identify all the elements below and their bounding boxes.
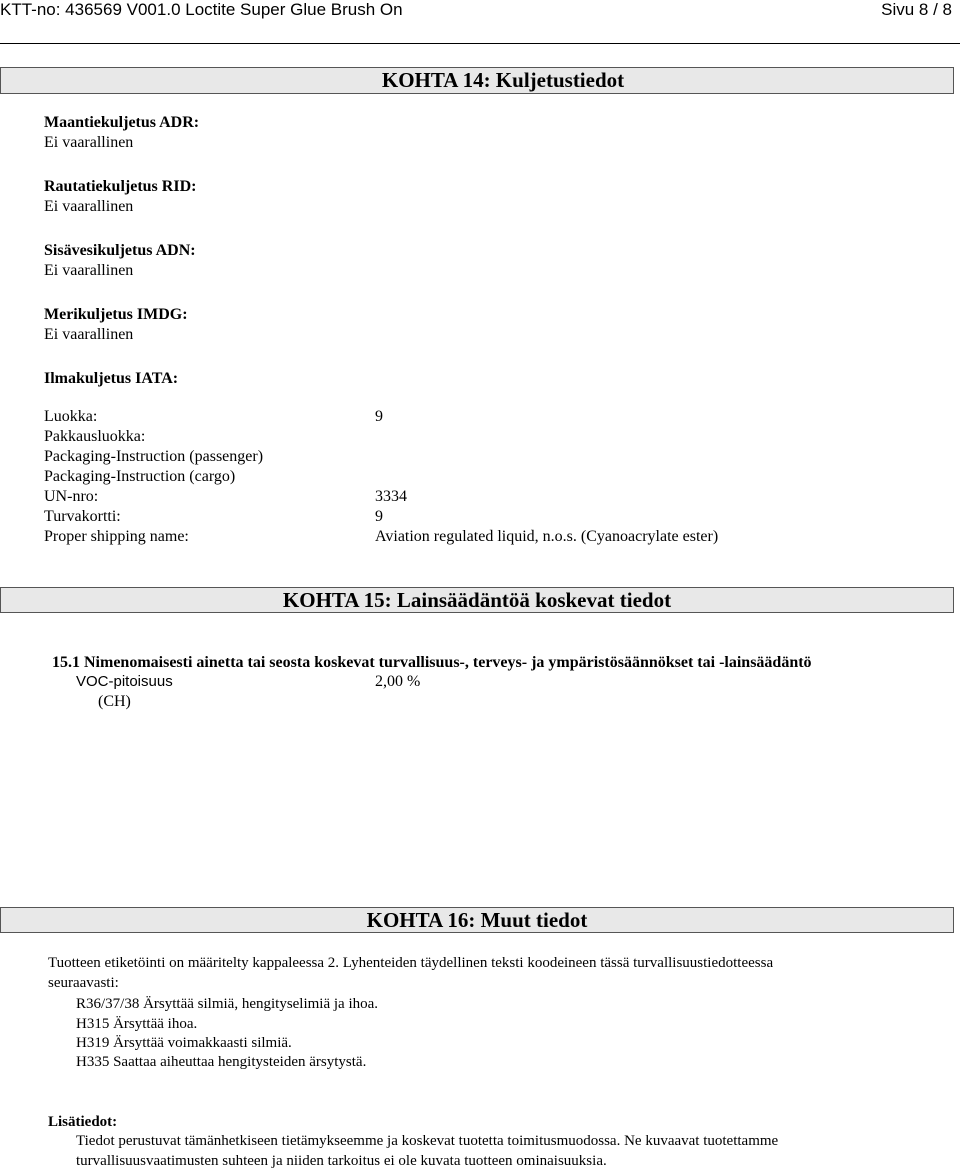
imdg-value: Ei vaarallinen [44, 326, 134, 343]
section-15-heading: KOHTA 15: Lainsäädäntöä koskevat tiedot [0, 587, 954, 613]
iata-row-label: Luokka: [44, 408, 98, 425]
code-item: H319 Ärsyttää voimakkaasti silmiä. [76, 1035, 292, 1051]
iata-row-value: 3334 [375, 488, 407, 505]
imdg-label: Merikuljetus IMDG: [44, 306, 188, 323]
iata-row-label: Pakkausluokka: [44, 428, 146, 445]
adn-value: Ei vaarallinen [44, 262, 134, 279]
code-item: R36/37/38 Ärsyttää silmiä, hengityselimiä ja ihoa. [76, 996, 379, 1012]
voc-label: VOC-pitoisuus [76, 673, 173, 690]
extra-info-line: Tiedot perustuvat tämänhetkiseen tietämykseemme ja koskevat tuotetta toimitusmuodossa. Ne kuvaavat tuotettamme [76, 1133, 779, 1149]
iata-row-value: 9 [375, 408, 383, 425]
iata-row-value: Aviation regulated liquid, n.o.s. (Cyanoacrylate ester) [375, 528, 719, 545]
rid-value: Ei vaarallinen [44, 198, 134, 215]
section-16-intro-line: Tuotteen etiketöinti on määritelty kappaleessa 2. Lyhenteiden täydellinen teksti koodeineen tässä turvallisuustiedotteessa [48, 955, 774, 971]
iata-row-label: Proper shipping name: [44, 528, 189, 545]
iata-row-label: UN-nro: [44, 488, 99, 505]
adr-value: Ei vaarallinen [44, 134, 134, 151]
section-16-intro-line: seuraavasti: [48, 975, 119, 991]
code-item: H335 Saattaa aiheuttaa hengitysteiden ärsytystä. [76, 1054, 367, 1070]
header-divider [0, 43, 960, 44]
section-16-heading: KOHTA 16: Muut tiedot [0, 907, 954, 933]
section-14-heading: KOHTA 14: Kuljetustiedot [0, 67, 954, 94]
adn-label: Sisävesikuljetus ADN: [44, 242, 196, 259]
rid-label: Rautatiekuljetus RID: [44, 178, 197, 195]
iata-row-label: Packaging-Instruction (passenger) [44, 448, 264, 465]
code-item: H315 Ärsyttää ihoa. [76, 1016, 198, 1032]
iata-label: Ilmakuljetus IATA: [44, 370, 179, 387]
document-header-title: KTT-no: 436569 V001.0 Loctite Super Glue Brush On [0, 0, 403, 19]
voc-value: 2,00 % [375, 673, 421, 690]
iata-row-label: Packaging-Instruction (cargo) [44, 468, 236, 485]
page-number: Sivu 8 / 8 [881, 0, 952, 19]
extra-info-label: Lisätiedot: [48, 1114, 118, 1130]
section-15-1-subheading: 15.1 Nimenomaisesti ainetta tai seosta koskevat turvallisuus-, terveys- ja ympäristösäännökset tai -lainsäädäntö [52, 654, 812, 671]
iata-row-label: Turvakortti: [44, 508, 121, 525]
adr-label: Maantiekuljetus ADR: [44, 114, 200, 131]
iata-row-value: 9 [375, 508, 383, 525]
voc-note: (CH) [98, 693, 131, 710]
extra-info-line: turvallisuusvaatimusten suhteen ja niiden tarkoitus ei ole kuvata tuotteen ominaisuuksia. [76, 1153, 607, 1169]
